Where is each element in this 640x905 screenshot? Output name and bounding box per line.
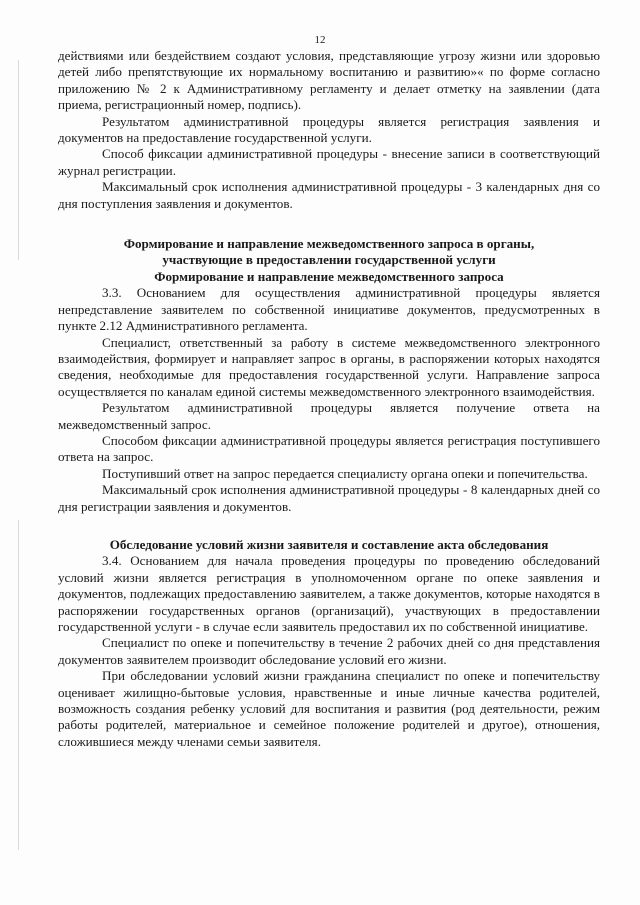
paragraph: 3.3. Основанием для осуществления административной процедуры является непредставление заявителем по собственной инициативе документов, предусмотренных в пункте 2.12 Административного регламента. [58,285,600,334]
paragraph: Поступивший ответ на запрос передается специалисту органа опеки и попечительства. [102,465,588,481]
paragraph: Способ фиксации административной процедуры - внесение записи в соответствующий журнал регистрации. [58,146,600,178]
section-heading: участвующие в предоставлении государственной услуги [162,252,496,268]
section-heading: Обследование условий жизни заявителя и составление акта обследования [109,536,549,552]
paragraph: Результатом административной процедуры является регистрация заявления и документов на предоставление государственной услуги. [58,113,600,146]
paragraph: Максимальный срок исполнения административной процедуры - 3 календарных дня со дня поступления заявления и документов. [58,179,600,211]
paragraph: Специалист, ответственный за работу в системе межведомственного электронного взаимодействия, формирует и направляет запрос в органы, в распоряжении которых находятся сведения, необходимые для предоставления государственной услуги. Направление запроса осуществляется по каналам единой системы межведомственного электронного взаимодействия. [58,334,600,399]
paragraph: Результатом административной процедуры является получение ответа на межведомственный запрос. [58,400,600,432]
paragraph: Способом фиксации административной процедуры является регистрация поступившего ответа на запрос. [58,432,600,465]
document-body [58,48,600,750]
section-subheading: Формирование и направление межведомственного запроса [154,268,504,284]
paragraph: При обследовании условий жизни гражданина специалист по опеке и попечительству оценивает жилищно-бытовые условия, нравственные и иные личные качества родителей, возможность создания ребенку условий для воспитания и развития (род деятельности, режим работы родителей, материальное и семейное положение родителей и другое), отношения, сложившиеся между членами семьи заявителя. [58,668,600,749]
scan-edge-mark [18,60,19,260]
paragraph: действиями или бездействием создают условия, представляющие угрозу жизни или здоровью детей либо препятствующие их нормальному воспитанию и развитию»« по форме согласно приложению № 2 к Административному регламенту и делает отметку на заявлении (дата приема, регистрационный номер, подпись). [58,48,600,113]
page-number: 12 [314,34,326,46]
paragraph: Специалист по опеке и попечительству в течение 2 рабочих дней со дня представления документов заявителем производит обследование условий его жизни. [58,635,600,667]
paragraph: Максимальный срок исполнения административной процедуры - 8 календарных дней со дня регистрации заявления и документов. [58,482,600,514]
section-heading: Формирование и направление межведомственного запроса в органы, [123,236,535,252]
paragraph: 3.4. Основанием для начала проведения процедуры по проведению обследований условий жизни является регистрация в уполномоченном органе по опеке заявления и документов, подлежащих предоставлению заявителем, а также документов, которые находятся в распоряжении государственных органов (организаций), участвующих в предоставлении государственной услуги - в случае если заявитель предоставил их по собственной инициативе. [58,553,600,634]
scan-edge-mark [18,520,19,850]
